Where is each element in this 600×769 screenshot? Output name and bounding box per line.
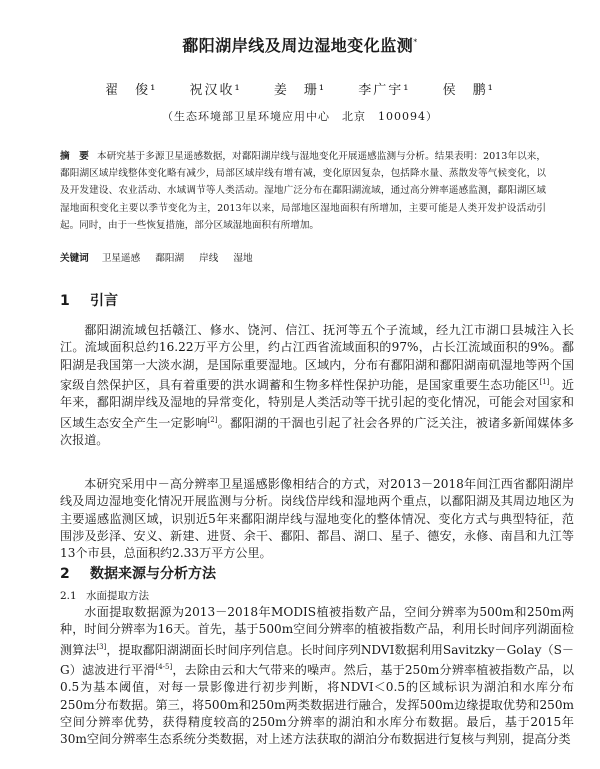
abstract-label: 摘 要	[60, 151, 89, 162]
body-paragraph: 水面提取数据源为2013－2018年MODIS植被指数产品，空间分辨率为500m和250m两种，时间分辨率为16天。首先，基于500m空间分辨率的植被指数产品，利用长时间序列湖面检测算法[3]，提取鄱阳湖湖面长时间序列信息。长时间序列NDVI数据利用Savitzky－Golay（S－G）滤波进行平滑[4-5]，去除由云和大气带来的噪声。然后，基于250m分辨率植被指数产品，以0.5为基本阈值，对每一景影像进行初步判断，将NDVI＜0.5的区域标识为湖泊和水库分布250m分布数据。第三，将500m和250m两类数据进行融合，发挥500m边缘提取优势和250m空间分辨率优势，获得精度较高的250m分辨率的湖泊和水库分布数据。最后，基于2015年30m空间分辨率生态系统分类数据，对上述方法获取的湖泊分布数据进行复核与判别，提高分类	[60, 605, 574, 747]
section-title: 引言	[90, 293, 118, 309]
section-heading	[60, 290, 118, 310]
author: 姜 珊¹	[273, 83, 327, 98]
section-heading	[60, 563, 216, 583]
body-paragraph: 鄱阳湖流域包括赣江、修水、饶河、信江、抚河等五个子流域，经九江市湖口县城注入长江。流域面积总约16.22万平方公里，约占江西省流域面积的97%，占长江流域面积的9%。鄱阳湖是我国第一大淡水湖，是国际重要湿地。区域内，分布有鄱阳湖和鄱阳湖南矶湿地等两个国家级自然保护区，具有着重要的洪水调蓄和生物多样性保护功能，是国家重要生态功能区[1]。近年来，鄱阳湖岸线及湿地的异常变化，特别是人类活动等干扰引起的变化情况，可能会对国家和区域生态安全产生一定影响[2]。鄱阳湖的干涸也引起了社会各界的广泛关注，被诸多新闻媒体多次报道。	[60, 323, 574, 447]
subsection-heading	[60, 588, 149, 603]
section-number: 1	[60, 293, 70, 309]
author-list	[0, 79, 600, 98]
keywords	[60, 252, 546, 266]
citation: [1]	[539, 377, 550, 386]
section-title: 数据来源与分析方法	[90, 566, 216, 582]
title-footnote-mark: *	[413, 37, 418, 47]
section-number: 2	[60, 566, 70, 582]
author: 翟 俊¹	[105, 83, 158, 98]
keywords-label: 关键词	[60, 253, 89, 264]
abstract-text: 本研究基于多源卫星遥感数据，对鄱阳湖岸线与湿地变化开展遥感监测与分析。结果表明：2013年以来，鄱阳湖区域岸线整体变化略有减少，局部区域岸线有增有减，变化原因复杂，包括降水量、蒸散发等气候变化，以及开发建设、农业活动、水域调节等人类活动。湿地广泛分布在鄱阳湖流域，通过高分辨率遥感监测，鄱阳湖区域湿地面积变化主要以季节变化为主，2013年以来，局部地区湿地面积有所增加，主要可能是人类开发护设活动引起。同时，由于一些恢复措施，部分区域湿地面积有所增加。	[60, 151, 546, 231]
citation: [3]	[96, 642, 107, 651]
author: 侯 鹏¹	[442, 83, 495, 98]
author: 祝汉收¹	[189, 83, 242, 98]
keyword: 湿地	[233, 253, 253, 264]
citation: [4-5]	[155, 662, 173, 671]
citation: [2]	[207, 415, 218, 424]
abstract	[60, 148, 546, 234]
body-paragraph: 本研究采用中－高分辨率卫星遥感影像相结合的方式，对2013－2018年间江西省鄱阳湖岸线及周边湿地变化情况开展监测与分析。岗线岱岸线和湿地两个重点，以鄱阳湖及其周边地区为主要遥感监测区域，识别近5年来鄱阳湖岸线与湿地变化的整体情况、变化方式与典型特征，范围涉及彭泽、安义、新建、进贤、余干、鄱阳、都昌、湖口、星子、德安，永修、南昌和九江等13个市县，总面积约2.33万平方公里。	[60, 477, 574, 561]
keyword: 卫星遥感	[101, 253, 141, 264]
paper-title: 鄱阳湖岸线及周边湿地变化监测*	[182, 36, 418, 55]
affiliation: （生态环境部卫星环境应用中心 北京 100094）	[162, 110, 438, 123]
keyword: 鄱阳湖	[155, 253, 185, 264]
author: 李广宇¹	[358, 83, 411, 98]
subsection-number: 2.1	[60, 590, 77, 602]
keyword: 岸线	[199, 253, 219, 264]
subsection-title: 水面提取方法	[86, 590, 149, 602]
